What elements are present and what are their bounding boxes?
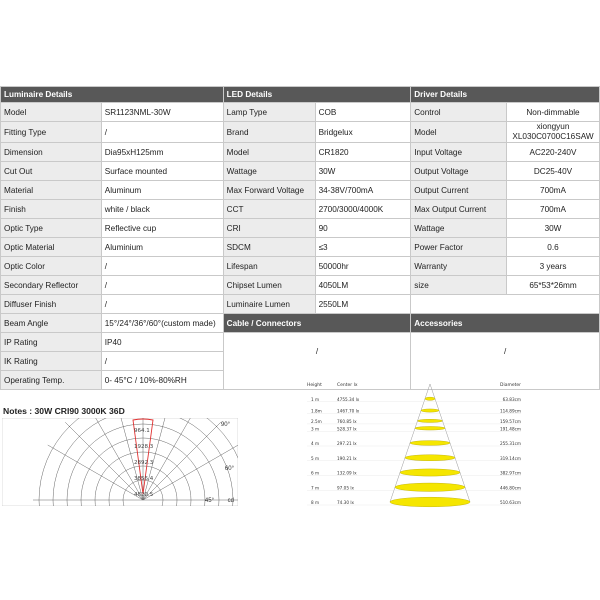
luminaire-value: white / black [101, 200, 223, 219]
cone-diameter: 159.57cm [499, 418, 521, 424]
led-value: 34-38V/700mA [315, 181, 411, 200]
polar-ring-label: 1928.3 [134, 444, 154, 450]
table-row [1, 238, 600, 257]
driver-label: Control [411, 103, 507, 122]
driver-value: 65*53*26mm [507, 276, 600, 295]
luminaire-value: SR1123NML-30W [101, 103, 223, 122]
driver-value: 30W [507, 219, 600, 238]
beam-ellipse [425, 397, 435, 400]
driver-value: AC220-240V [507, 143, 600, 162]
beam-ellipse [400, 469, 460, 476]
cone-height: 3 m [311, 426, 320, 432]
luminaire-value: / [101, 352, 223, 371]
cone-height: 6 m [311, 470, 320, 476]
luminaire-value: / [101, 295, 223, 314]
driver-label: Output Voltage [411, 162, 507, 181]
cone-lux: 190.21 lx [337, 455, 357, 461]
luminaire-label: Optic Color [1, 257, 102, 276]
led-value: 4050LM [315, 276, 411, 295]
beam-ellipse [418, 419, 443, 422]
polar-ring-label: 3856.4 [134, 476, 154, 482]
luminaire-label: Dimension [1, 143, 102, 162]
cable-value: / [223, 333, 411, 390]
cone-lux: 760.85 lx [337, 418, 357, 424]
beam-ellipse [405, 455, 455, 461]
header-row [1, 87, 600, 103]
luminaire-label: Optic Material [1, 238, 102, 257]
notes-label: Notes : 30W CRI90 3000K 36D [3, 406, 125, 416]
led-label: Model [223, 143, 315, 162]
luminaire-label: Finish [1, 200, 102, 219]
table-row [1, 314, 600, 333]
luminaire-value: / [101, 122, 223, 143]
luminaire-label: Secondary Reflector [1, 276, 102, 295]
cone-header-height: Height [307, 383, 322, 388]
cone-diameter: 114.89cm [499, 408, 521, 414]
cone-lux: 4755.34 lx [337, 396, 360, 402]
driver-header: Driver Details [411, 87, 600, 103]
luminaire-label: Operating Temp. [1, 371, 102, 390]
led-value: 30W [315, 162, 411, 181]
cone-diameter: 446.80cm [499, 485, 521, 491]
cone-diameter: 63.83cm [502, 396, 521, 402]
led-value: COB [315, 103, 411, 122]
driver-empty [411, 295, 600, 314]
led-value: 2700/3000/4000K [315, 200, 411, 219]
led-label: Wattage [223, 162, 315, 181]
luminaire-label: Beam Angle [1, 314, 102, 333]
luminaire-value: Aluminum [101, 181, 223, 200]
cone-height: 1.8m [311, 408, 322, 414]
luminaire-value: Surface mounted [101, 162, 223, 181]
driver-value: 700mA [507, 200, 600, 219]
led-label: CCT [223, 200, 315, 219]
driver-label: Input Voltage [411, 143, 507, 162]
led-label: Brand [223, 122, 315, 143]
driver-label: Power Factor [411, 238, 507, 257]
table-row [1, 122, 600, 143]
driver-value: DC25-40V [507, 162, 600, 181]
driver-value: Non-dimmable [507, 103, 600, 122]
cone-diameter: 382.97cm [499, 470, 521, 476]
cone-height: 5 m [311, 455, 320, 461]
beam-ellipse [421, 409, 439, 412]
luminaire-value: / [101, 257, 223, 276]
led-header: LED Details [223, 87, 411, 103]
spec-table [0, 86, 600, 390]
cone-height: 4 m [311, 441, 320, 446]
polar-ring-label: 2892.3 [134, 460, 154, 466]
driver-value: 0.6 [507, 238, 600, 257]
cone-header-diameter: Diameter [499, 383, 521, 388]
cone-lux: 528.37 lx [337, 426, 357, 432]
polar-label-cd: cd [227, 498, 234, 504]
driver-value: xiongyun XL030C0700C16SAW [507, 122, 600, 143]
polar-label-60: 60° [224, 466, 234, 472]
cone-lux: 132.09 lx [337, 470, 357, 476]
luminaire-label: Cut Out [1, 162, 102, 181]
led-value: 50000hr [315, 257, 411, 276]
cone-diameter: 510.63cm [499, 500, 521, 505]
driver-label: size [411, 276, 507, 295]
table-row [1, 181, 600, 200]
beam-ellipse [415, 426, 445, 430]
led-label: Chipset Lumen [223, 276, 315, 295]
led-label: CRI [223, 219, 315, 238]
driver-label: Warranty [411, 257, 507, 276]
luminaire-label: Model [1, 103, 102, 122]
driver-label: Max Output Current [411, 200, 507, 219]
cone-height: 2.5m [311, 418, 322, 424]
luminaire-value: IP40 [101, 333, 223, 352]
table-row [1, 333, 600, 352]
table-row [1, 276, 600, 295]
cone-height: 1 m [311, 396, 320, 402]
beam-ellipse [410, 441, 450, 446]
cone-lux: 74.30 lx [337, 500, 354, 505]
polar-ring-label: 4820.5 [134, 492, 154, 498]
led-label: Lifespan [223, 257, 315, 276]
cone-height: 8 m [311, 500, 320, 505]
driver-value: 3 years [507, 257, 600, 276]
cone-header-lux: Center lx [337, 383, 358, 388]
table-row [1, 257, 600, 276]
luminaire-label: IK Rating [1, 352, 102, 371]
accessories-value: / [411, 333, 600, 390]
table-row [1, 143, 600, 162]
table-row [1, 219, 600, 238]
accessories-header: Accessories [411, 314, 600, 333]
led-value: ≤3 [315, 238, 411, 257]
table-row [1, 200, 600, 219]
led-label: Luminaire Lumen [223, 295, 315, 314]
luminaire-value: 0- 45°C / 10%-80%RH [101, 371, 223, 390]
luminaire-value: Aluminium [101, 238, 223, 257]
luminaire-label: Material [1, 181, 102, 200]
led-value: 90 [315, 219, 411, 238]
spec-sheet [0, 86, 600, 520]
luminaire-label: Diffuser Finish [1, 295, 102, 314]
cone-lux: 97.05 lx [337, 485, 354, 491]
led-value: CR1820 [315, 143, 411, 162]
luminaire-label: IP Rating [1, 333, 102, 352]
luminaire-value: Reflective cup [101, 219, 223, 238]
luminaire-header: Luminaire Details [1, 87, 224, 103]
led-value: 2550LM [315, 295, 411, 314]
beam-ellipse [390, 497, 470, 507]
polar-label-90: 90° [220, 422, 230, 428]
cone-diameter: 255.31cm [499, 441, 521, 446]
polar-label-45: 45° [204, 498, 214, 504]
beam-ellipse [395, 483, 465, 491]
led-label: Max Forward Voltage [223, 181, 315, 200]
luminaire-label: Optic Type [1, 219, 102, 238]
cable-header: Cable / Connectors [223, 314, 411, 333]
luminaire-label: Fitting Type [1, 122, 102, 143]
driver-label: Wattage [411, 219, 507, 238]
driver-value: 700mA [507, 181, 600, 200]
polar-diagram [2, 418, 238, 506]
cone-lux: 1467.70 lx [337, 408, 360, 414]
beam-cone-diagram [305, 381, 525, 509]
cone-lux: 297.21 lx [337, 441, 357, 446]
led-value: Bridgelux [315, 122, 411, 143]
luminaire-value: Dia95xH125mm [101, 143, 223, 162]
cone-diameter: 319.14cm [499, 455, 521, 461]
polar-ring-label: 964.1 [134, 428, 150, 434]
table-row [1, 162, 600, 181]
driver-label: Model [411, 122, 507, 143]
cone-diameter: 191.48cm [499, 426, 521, 432]
led-label: SDCM [223, 238, 315, 257]
led-label: Lamp Type [223, 103, 315, 122]
luminaire-value: / [101, 276, 223, 295]
table-row [1, 295, 600, 314]
driver-label: Output Current [411, 181, 507, 200]
table-row [1, 103, 600, 122]
cone-height: 7 m [311, 485, 320, 491]
luminaire-value: 15°/24°/36°/60°(custom made) [101, 314, 223, 333]
